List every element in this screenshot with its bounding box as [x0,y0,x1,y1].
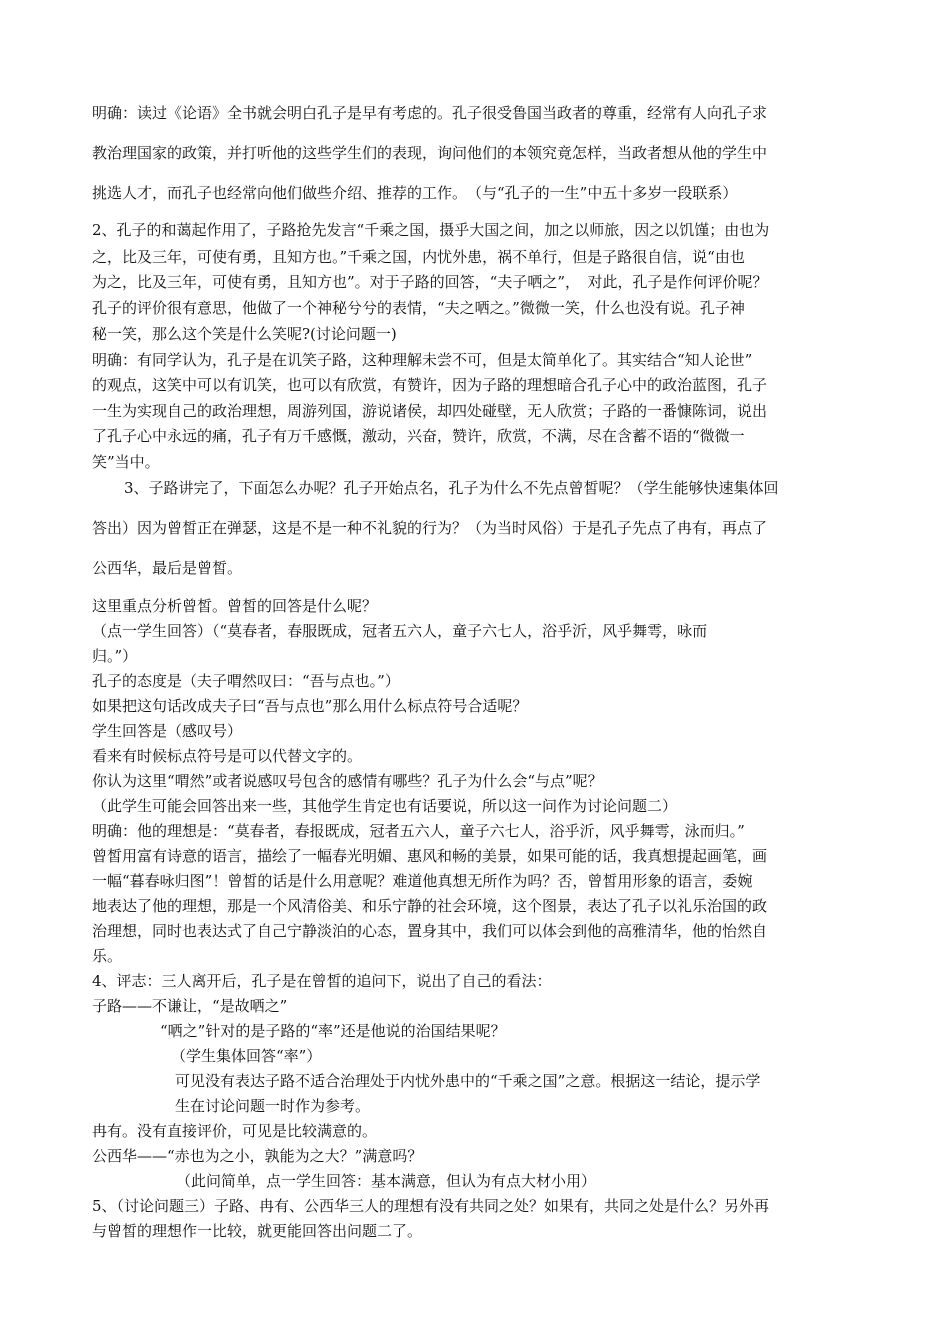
text-line: 答出）因为曾皙正在弹瑟，这是不是一种不礼貌的行为？（为当时风俗）于是孔子先点了冉有，再点了 [92,519,768,537]
text-line: 为之，比及三年，可使有勇，且知方也”。对于子路的回答，“夫子哂之”， 对此，孔子是作何评价呢？ [92,273,768,291]
text-line: 3、子路讲完了，下面怎么办呢？孔子开始点名，孔子为什么不先点曾皙呢？（学生能够快速集体回 [124,479,779,497]
text-line: 这里重点分析曾皙。曾皙的回答是什么呢？ [92,597,378,615]
text-line: 2、孔子的和蔼起作用了，子路抢先发言“千乘之国，摄乎大国之间，加之以师旅，因之以饥馑；由也为 [92,221,770,239]
text-line: 之，比及三年，可使有勇，且知方也。”千乘之国，内忧外患，祸不单行，但是子路很自信，说“由也 [92,248,745,266]
text-line: 地表达了他的理想，那是一个风清俗美、和乐宁静的社会环境，这个图景，表达了孔子以礼乐治国的政 [92,897,768,915]
text-line: 你认为这里“喟然”或者说感叹号包含的感情有哪些？孔子为什么会“与点”呢？ [92,772,603,790]
text-line: 曾皙用富有诗意的语言，描绘了一幅春光明媚、惠风和畅的美景，如果可能的话，我真想提起画笔，画 [92,847,768,865]
text-line: （点一学生回答）（“莫春者，春服既成，冠者五六人，童子六七人，浴乎沂，风乎舞雩，咏而 [92,622,708,640]
text-line: 的观点，这笑中可以有讥笑，也可以有欣赏，有赞许，因为子路的理想暗合孔子心中的政治蓝图，孔子 [92,376,768,394]
text-line: 乐。 [92,947,123,965]
text-line: 治理想，同时也表达式了自己宁静淡泊的心态，置身其中，我们可以体会到他的高雅清华，他的怡然自 [92,922,768,940]
text-line: （此问简单，点一学生回答：基本满意，但认为有点大材小用） [176,1172,597,1190]
text-line: 笑”当中。 [92,453,160,471]
text-line: （学生集体回答“率”） [171,1047,322,1065]
text-line: 归。”） [92,647,138,665]
text-line: 学生回答是（感叹号） [92,722,243,740]
text-line: 挑选人才，而孔子也经常向他们做些介绍、推荐的工作。 （与“孔子的一生”中五十多岁一段联系） [92,184,738,202]
text-line: 教治理国家的政策，并打听他的这些学生们的表现，询问他们的本领究竟怎样，当政者想从他的学生中 [92,144,768,162]
text-line: 子路——不谦让，“是故哂之” [92,997,288,1015]
text-line: 可见没有表达子路不适合治理处于内忧外患中的“千乘之国”之意。根据这一结论，提示学 [175,1072,761,1090]
text-line: 与曾皙的理想作一比较，就更能回答出问题二了。 [92,1222,423,1240]
text-line: 孔子的态度是（夫子喟然叹曰：“吾与点也。”） [92,672,400,690]
text-line: 一生为实现自己的政治理想，周游列国，游说诸侯，却四处碰壁，无人欣赏；子路的一番慷陈词，说出 [92,402,768,420]
text-line: 冉有。没有直接评价，可见是比较满意的。 [92,1122,378,1140]
text-line: 生在讨论问题一时作为参考。 [175,1097,371,1115]
text-line: （此学生可能会回答出来一些，其他学生肯定也有话要说，所以这一问作为讨论问题二） [92,797,678,815]
text-line: 5、（讨论问题三）子路、冉有、公西华三人的理想有没有共同之处？如果有，共同之处是什么？另外再 [92,1197,770,1215]
text-line: 一幅“暮春咏归图”！曾皙的话是什么用意呢？难道他真想无所作为吗？否，曾皙用形象的语言，委婉 [92,872,753,890]
text-line: 公西华——“赤也为之小，孰能为之大？”满意吗？ [92,1147,423,1165]
text-line: 明确：有同学认为，孔子是在讥笑子路，这种理解未尝不可，但是太简单化了。其实结合“知人论世” [92,351,753,369]
text-line: 明确：读过《论语》全书就会明白孔子是早有考虑的。孔子很受鲁国当政者的尊重，经常有人向孔子求 [92,104,768,122]
text-line: “哂之”针对的是子路的“率”还是他说的治国结果呢？ [160,1022,506,1040]
text-line: 秘一笑，那么这个笑是什么笑呢?(讨论问题一) [92,325,397,343]
text-line: 了孔子心中永远的痛，孔子有万千感慨，激动，兴奋，赞许，欣赏，不满，尽在含蓄不语的“微微一 [92,427,745,445]
text-line: 看来有时候标点符号是可以代替文字的。 [92,747,363,765]
text-line: 孔子的评价很有意思，他做了一个神秘兮兮的表情，“夫之哂之。”微微一笑，什么也没有说。孔子神 [92,299,745,317]
text-line: 明确：他的理想是：“莫春者，春报既成，冠者五六人，童子六七人，浴乎沂，风乎舞雩，泳而归。” [92,822,745,840]
text-line: 如果把这句话改成夫子曰“吾与点也”那么用什么标点符号合适呢？ [92,697,528,715]
text-line: 公西华，最后是曾皙。 [92,559,243,577]
text-line: 4、评志：三人离开后，孔子是在曾皙的追问下，说出了自己的看法： [92,972,552,990]
